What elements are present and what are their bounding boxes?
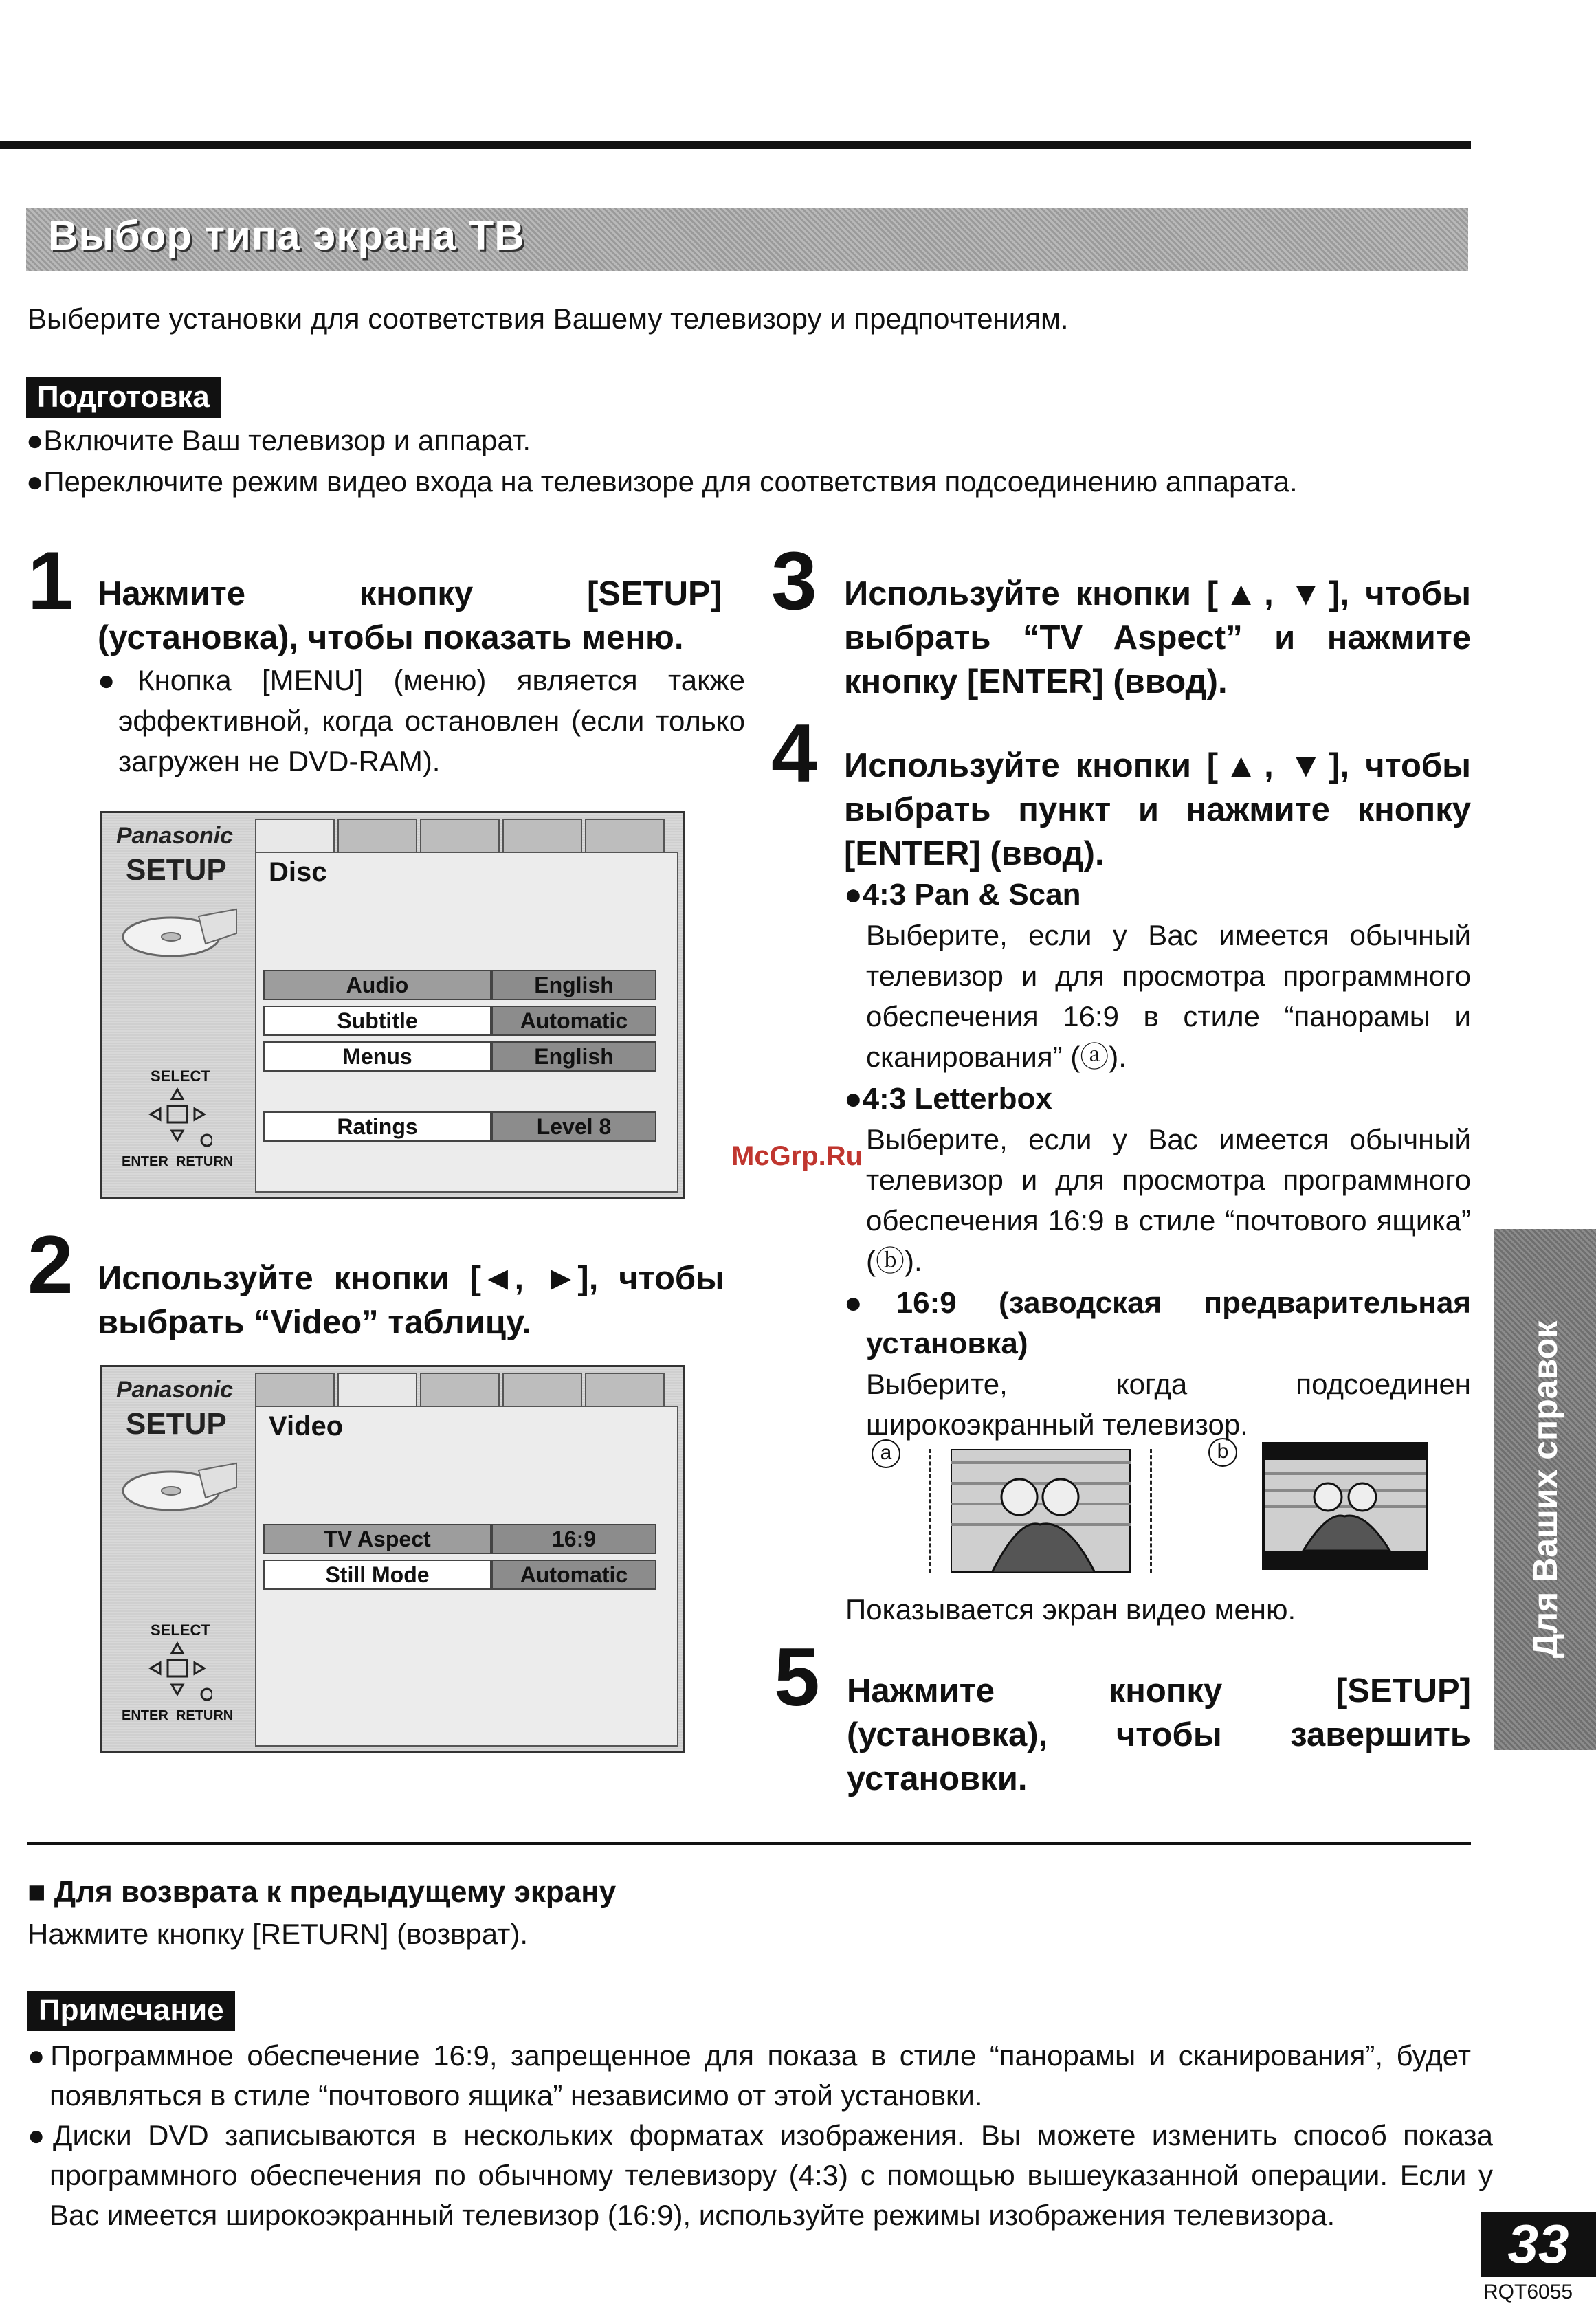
select-label: SELECT bbox=[151, 1067, 210, 1085]
row-value: English bbox=[491, 970, 656, 1000]
menu-row bbox=[263, 1560, 656, 1590]
back-text: Нажмите кнопку [RETURN] (возврат). bbox=[27, 1918, 529, 1950]
tab-others-icon bbox=[585, 819, 665, 853]
top-rule bbox=[0, 141, 1471, 149]
option-title: ●4:3 Letterbox bbox=[844, 1082, 1052, 1116]
step-2-heading: Используйте кнопки [◄, ►], чтобы выбрать “Video” таблицу. bbox=[98, 1260, 724, 1341]
menu-row bbox=[263, 1041, 656, 1072]
screen-sidebar bbox=[102, 1367, 255, 1751]
row-label: Still Mode bbox=[263, 1560, 491, 1590]
tab-audio-icon bbox=[420, 1373, 500, 1407]
enter-label: ENTER bbox=[122, 1708, 168, 1723]
tab-disc-icon bbox=[255, 1373, 335, 1407]
dpad-icon bbox=[144, 1085, 212, 1147]
prep-label: Подготовка bbox=[26, 377, 221, 418]
row-value: 16:9 bbox=[491, 1524, 656, 1554]
menu-row bbox=[263, 970, 656, 1000]
row-label: Menus bbox=[263, 1041, 491, 1072]
letterbox-image-icon bbox=[1262, 1442, 1428, 1570]
row-label: Audio bbox=[263, 970, 491, 1000]
back-title: ■ Для возврата к предыдущему экрану bbox=[27, 1875, 617, 1909]
tab-audio-icon bbox=[420, 819, 500, 853]
menu-row bbox=[263, 1111, 656, 1142]
row-value: Level 8 bbox=[491, 1111, 656, 1142]
brand-logo: Panasonic bbox=[116, 1377, 234, 1403]
page-number-box bbox=[1481, 2212, 1596, 2277]
side-section-tab bbox=[1494, 1229, 1596, 1750]
step-5-number: 5 bbox=[774, 1631, 820, 1723]
panel-title: Disc bbox=[269, 857, 327, 887]
select-label: SELECT bbox=[151, 1621, 210, 1639]
screen-tabs bbox=[255, 819, 678, 854]
setup-label: SETUP bbox=[126, 853, 227, 887]
setup-label: SETUP bbox=[126, 1407, 227, 1441]
brand-logo: Panasonic bbox=[116, 823, 234, 849]
step-1-note: ●Кнопка [MENU] (меню) является также эффективной, когда остановлен (если только загружен не DVD-RAM). bbox=[98, 664, 745, 777]
note-block bbox=[27, 1993, 1493, 2235]
row-value: Automatic bbox=[491, 1006, 656, 1036]
dpad-icon bbox=[144, 1639, 212, 1701]
note-item: ●Программное обеспечение 16:9, запрещенное для показа в стиле “панорамы и сканирования”, будет появляться в стиле “почтового ящика” независимо от этой установки. bbox=[27, 2039, 1471, 2112]
screen-panel bbox=[255, 1406, 678, 1747]
prep-item: ●Переключите режим видео входа на телевизоре для соответствия подсоединению аппарата. bbox=[26, 465, 1298, 498]
watermark: McGrp.Ru bbox=[731, 1141, 863, 1171]
step-3-number: 3 bbox=[771, 535, 817, 627]
row-label: Ratings bbox=[263, 1111, 491, 1142]
section-title: Выбор типа экрана ТВ bbox=[48, 212, 525, 258]
setup-screen-disc bbox=[100, 811, 685, 1199]
note-label: Примечание bbox=[27, 1991, 235, 2031]
tab-video-icon bbox=[337, 1373, 417, 1407]
step-1-heading: Нажмите кнопку [SETUP] (установка), чтобы показать меню. bbox=[98, 575, 722, 656]
note-item: ●Диски DVD записываются в нескольких форматах изображения. Вы можете изменить способ показа программного обеспечения по обычному телевизору (4:3) с помощью вышеуказанной операции. Если у Вас имеется широкоэкранный телевизор (16:9), используйте режимы изображения телевизора. bbox=[27, 2119, 1493, 2231]
bottom-rule bbox=[27, 1842, 1471, 1845]
panel-title: Video bbox=[269, 1411, 344, 1441]
tab-video-icon bbox=[337, 819, 417, 853]
tab-display-icon bbox=[502, 1373, 582, 1407]
option-text: Выберите, когда подсоединен широкоэкранный телевизор. bbox=[866, 1368, 1471, 1441]
menu-row bbox=[263, 1524, 656, 1554]
screen-sidebar bbox=[102, 813, 255, 1197]
enter-return-labels bbox=[122, 1154, 233, 1170]
screen-tabs bbox=[255, 1373, 678, 1408]
enter-label: ENTER bbox=[122, 1154, 168, 1169]
row-label: TV Aspect bbox=[263, 1524, 491, 1554]
tab-disc-icon bbox=[255, 819, 335, 853]
disc-illustration-icon bbox=[116, 1450, 240, 1525]
step-2-number: 2 bbox=[27, 1219, 74, 1311]
screen-panel bbox=[255, 852, 678, 1193]
tab-others-icon bbox=[585, 1373, 665, 1407]
option-text: Выберите, если у Вас имеется обычный телевизор и для просмотра программного обеспечения 16:9 в стиле “панорамы и сканирования” (ⓐ). bbox=[866, 919, 1471, 1073]
intro-text: Выберите установки для соответствия Вашему телевизору и предпочтениям. bbox=[27, 302, 1069, 335]
prep-block bbox=[26, 380, 1298, 502]
step-3-heading: Используйте кнопки [▲, ▼], чтобы выбрать “TV Aspect” и нажмите кнопку [ENTER] (ввод). bbox=[844, 575, 1471, 700]
document-code: RQT6055 bbox=[1483, 2281, 1573, 2303]
step-4-heading: Используйте кнопки [▲, ▼], чтобы выбрать пункт и нажмите кнопку [ENTER] (ввод). bbox=[844, 747, 1471, 872]
row-label: Subtitle bbox=[263, 1006, 491, 1036]
label-b-circle: b bbox=[1208, 1438, 1237, 1467]
step-4-options bbox=[844, 874, 1471, 1445]
row-value: Automatic bbox=[491, 1560, 656, 1590]
label-b bbox=[1208, 1438, 1237, 1467]
enter-return-labels bbox=[122, 1708, 233, 1724]
return-label: RETURN bbox=[175, 1154, 234, 1169]
side-tab-label: Для Ваших справок bbox=[1526, 1320, 1564, 1659]
illustration-pan-scan bbox=[929, 1449, 1152, 1573]
label-a-circle: a bbox=[872, 1439, 900, 1468]
option-text: Выберите, если у Вас имеется обычный телевизор и для просмотра программного обеспечения 16:9 в стиле “почтового ящика” (ⓑ). bbox=[866, 1123, 1471, 1277]
tab-display-icon bbox=[502, 819, 582, 853]
step-4-number: 4 bbox=[771, 707, 817, 799]
prep-item: ●Включите Ваш телевизор и аппарат. bbox=[26, 424, 531, 456]
video-menu-note: Показывается экран видео меню. bbox=[845, 1593, 1296, 1626]
couple-image-icon bbox=[951, 1449, 1131, 1573]
menu-row bbox=[263, 1006, 656, 1036]
page-number: 33 bbox=[1507, 2213, 1569, 2274]
step-1-number: 1 bbox=[27, 535, 74, 627]
setup-screen-video bbox=[100, 1365, 685, 1753]
return-label: RETURN bbox=[175, 1708, 234, 1723]
step-5-heading: Нажмите кнопку [SETUP] (установка), чтобы завершить установки. bbox=[847, 1672, 1471, 1797]
option-title: ●4:3 Pan & Scan bbox=[844, 878, 1081, 911]
option-title: ●16:9 (заводская предварительная установка) bbox=[844, 1286, 1471, 1360]
row-value: English bbox=[491, 1041, 656, 1072]
label-a bbox=[872, 1439, 900, 1468]
disc-illustration-icon bbox=[116, 896, 240, 971]
